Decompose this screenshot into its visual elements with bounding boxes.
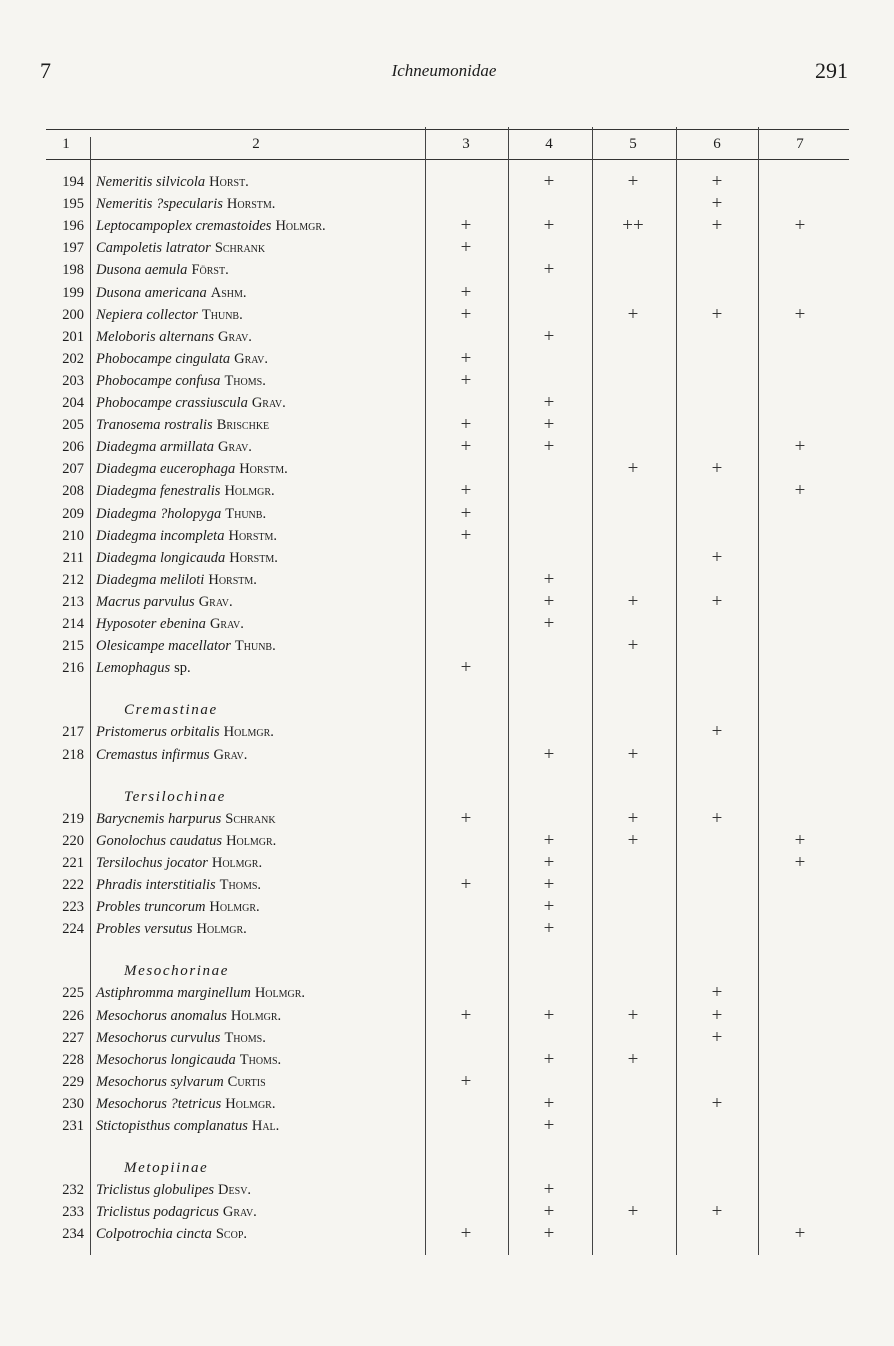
table-row	[46, 370, 849, 392]
species-author: Grav.	[218, 328, 252, 345]
species-binomial: Phradis interstitialis	[96, 877, 216, 893]
species-author: Scop.	[215, 1226, 248, 1243]
species-binomial: Diadegma longicauda	[96, 549, 226, 566]
table-row	[46, 392, 849, 414]
table-row	[46, 282, 849, 304]
species-name	[96, 503, 266, 525]
species-number: 194	[62, 174, 84, 190]
species-author: Horst.	[209, 174, 249, 190]
species-binomial: Astiphromma marginellum	[96, 985, 251, 1002]
table-row	[46, 918, 849, 940]
presence-mark: +	[627, 1201, 639, 1223]
table-row	[46, 1201, 849, 1223]
presence-mark: +	[460, 369, 472, 391]
presence-mark: +	[711, 215, 723, 237]
species-author: Grav.	[234, 350, 269, 367]
presence-mark: +	[711, 1026, 723, 1048]
species-binomial: Diadegma meliloti	[96, 571, 205, 588]
presence-mark: +	[627, 807, 639, 829]
table-row	[46, 436, 849, 458]
presence-mark: +	[460, 237, 472, 259]
species-number: 233	[62, 1204, 84, 1221]
species-name	[96, 259, 229, 281]
species-name	[96, 193, 275, 215]
presence-mark: +	[543, 1004, 555, 1026]
species-binomial: Nemeritis ?specularis	[96, 196, 223, 213]
species-binomial: Tranosema rostralis	[96, 417, 213, 434]
species-binomial: Colpotrochia cincta	[96, 1226, 212, 1243]
species-number: 201	[62, 328, 84, 345]
species-name	[96, 304, 243, 326]
presence-mark: +	[460, 347, 472, 369]
table-row	[46, 657, 849, 679]
presence-mark: +	[794, 851, 806, 873]
species-binomial: Macrus parvulus	[96, 593, 195, 610]
presence-mark: +	[794, 215, 806, 237]
species-binomial: Meloboris alternans	[96, 328, 215, 345]
species-binomial: Gonolochus caudatus	[96, 832, 223, 849]
species-author: Hal.	[251, 1118, 280, 1134]
presence-mark: +	[460, 303, 472, 325]
table-row	[46, 613, 849, 635]
presence-mark: +	[460, 524, 472, 546]
species-author: Holmgr.	[254, 985, 306, 1002]
table-top-rule	[46, 129, 849, 130]
species-author: Holmgr.	[211, 854, 263, 871]
species-number: 203	[62, 372, 84, 389]
species-author: Thoms.	[224, 1029, 266, 1046]
presence-mark: +	[543, 613, 555, 634]
species-number: 204	[62, 395, 84, 411]
presence-mark: +	[794, 436, 806, 458]
presence-mark: +	[543, 1179, 555, 1201]
presence-mark: +	[543, 414, 555, 436]
species-name	[96, 1071, 266, 1093]
presence-mark: +	[627, 635, 639, 657]
species-number: 212	[62, 571, 84, 588]
species-name	[96, 1093, 275, 1115]
species-number: 223	[62, 899, 84, 916]
species-binomial: Diadegma eucerophaga	[96, 461, 236, 478]
presence-mark: +	[460, 502, 472, 524]
presence-mark: +	[794, 303, 806, 325]
presence-mark: +	[460, 215, 472, 237]
table-row	[46, 215, 849, 237]
table-row	[46, 1093, 849, 1115]
species-name	[96, 326, 252, 348]
table-row	[46, 1179, 849, 1201]
table-row	[46, 874, 849, 896]
presence-mark: +	[543, 259, 555, 281]
species-binomial: Mesochorus sylvarum	[96, 1073, 224, 1090]
species-binomial: Triclistus podagricus	[96, 1204, 219, 1221]
species-author: Horstm.	[208, 571, 257, 588]
species-binomial: Phobocampe confusa	[96, 372, 221, 389]
species-author: Holmgr.	[209, 899, 260, 916]
species-name	[96, 547, 278, 569]
column-header: 2	[252, 136, 260, 152]
running-title: Ichneumonidae	[391, 61, 497, 80]
species-number: 196	[62, 218, 84, 235]
presence-mark: +	[627, 1004, 639, 1026]
table-row	[46, 503, 849, 525]
species-name	[96, 480, 275, 502]
page-number: 291	[815, 58, 848, 83]
species-author: Brischke	[216, 417, 270, 434]
table-row	[46, 852, 849, 874]
presence-mark: +	[543, 1223, 555, 1245]
table-row	[46, 480, 849, 502]
species-author: Desv.	[218, 1182, 252, 1199]
species-author: Holmgr.	[225, 1095, 276, 1112]
species-binomial: Campoletis latrator	[96, 240, 211, 257]
presence-mark: +	[460, 436, 472, 458]
species-name	[96, 1027, 266, 1049]
species-number: 209	[62, 505, 84, 522]
species-author: Grav.	[251, 395, 286, 411]
species-number: 220	[62, 832, 84, 849]
species-name	[96, 918, 247, 940]
species-name	[96, 348, 268, 370]
table-row	[46, 896, 849, 918]
presence-mark: +	[543, 392, 555, 413]
species-number: 215	[62, 638, 84, 655]
species-name	[96, 525, 277, 547]
presence-mark: +	[543, 171, 555, 192]
species-author: Thunb.	[234, 638, 276, 655]
table-row	[46, 744, 849, 766]
presence-mark: +	[711, 590, 723, 612]
species-author: Horstm.	[229, 549, 278, 566]
table-row	[46, 635, 849, 657]
presence-mark: +	[543, 436, 555, 458]
species-author: Grav.	[222, 1204, 257, 1221]
presence-mark: +	[543, 325, 555, 347]
species-binomial: Diadegma ?holopyga	[96, 505, 222, 522]
species-name	[96, 414, 269, 436]
species-author: Horstm.	[228, 527, 278, 544]
presence-mark: +	[627, 590, 639, 612]
species-name	[96, 1005, 281, 1027]
species-name	[96, 282, 247, 304]
species-binomial: Phobocampe crassiuscula	[96, 395, 248, 411]
species-name	[96, 874, 261, 896]
table-row	[46, 414, 849, 436]
presence-mark: +	[460, 1004, 472, 1026]
species-name	[96, 458, 288, 480]
table-row	[46, 259, 849, 281]
species-binomial: Barycnemis harpurus	[96, 810, 222, 827]
species-name	[96, 436, 252, 458]
table-row	[46, 830, 849, 852]
species-author: Thunb.	[225, 505, 267, 522]
species-author: Thoms.	[239, 1051, 282, 1068]
species-name	[96, 171, 249, 193]
species-binomial: Diadegma fenestralis	[96, 483, 221, 500]
species-name	[96, 613, 244, 635]
species-binomial: Mesochorus ?tetricus	[96, 1095, 222, 1112]
species-name	[96, 982, 305, 1004]
species-author: Ashm.	[210, 284, 247, 301]
presence-mark: +	[711, 171, 723, 192]
column-header: 3	[462, 136, 470, 152]
presence-mark: +	[711, 1092, 723, 1114]
species-author: Holmgr.	[223, 724, 274, 741]
presence-mark: +	[627, 1048, 639, 1070]
species-binomial: Probles truncorum	[96, 899, 206, 916]
column-header: 7	[796, 136, 804, 152]
species-author: Thoms.	[219, 877, 262, 893]
species-name	[96, 392, 286, 414]
species-binomial: Phobocampe cingulata	[96, 350, 231, 367]
species-number: 231	[62, 1118, 84, 1134]
presence-mark: +	[711, 982, 723, 1004]
table-row	[46, 1223, 849, 1245]
table-row	[46, 569, 849, 591]
presence-mark: +	[543, 590, 555, 612]
species-binomial: Tersilochus jocator	[96, 854, 208, 871]
presence-mark: +	[543, 874, 555, 895]
species-number: 200	[62, 306, 84, 323]
species-number: 195	[62, 196, 84, 213]
species-number: 199	[62, 284, 84, 301]
species-author: Thoms.	[224, 372, 266, 389]
species-author: Thunb.	[201, 306, 243, 323]
presence-mark: +	[543, 1115, 555, 1136]
species-number: 225	[62, 985, 84, 1002]
species-binomial: Dusona americana	[96, 284, 207, 301]
species-number: 202	[62, 350, 84, 367]
table-header-rule	[46, 159, 849, 160]
column-header: 6	[713, 136, 721, 152]
table-row	[46, 525, 849, 547]
species-name	[96, 830, 276, 852]
species-author: Schrank	[225, 810, 276, 827]
species-name	[96, 808, 276, 830]
species-number: 227	[62, 1029, 84, 1046]
species-name	[96, 896, 260, 918]
species-binomial: Cremastus infirmus	[96, 746, 210, 763]
species-name	[96, 744, 247, 766]
species-number: 205	[62, 417, 84, 434]
page-header	[40, 58, 848, 88]
species-number: 211	[62, 549, 84, 566]
presence-mark: +	[543, 215, 555, 237]
species-number: 206	[62, 439, 84, 456]
table-row	[46, 1049, 849, 1071]
presence-mark: +	[711, 721, 723, 743]
presence-mark: +	[460, 1223, 472, 1245]
species-number: 219	[62, 810, 84, 827]
presence-mark: +	[543, 1201, 555, 1223]
species-name	[96, 1179, 251, 1201]
table-row	[46, 304, 849, 326]
species-number: 216	[62, 660, 84, 677]
species-binomial: Olesicampe macellator	[96, 638, 231, 655]
presence-mark: ++	[622, 215, 644, 237]
presence-mark: +	[543, 896, 555, 918]
species-name	[96, 569, 257, 591]
species-number: 217	[62, 724, 84, 741]
table-row	[46, 458, 849, 480]
presence-mark: +	[794, 480, 806, 502]
species-author: Grav.	[218, 439, 252, 456]
species-author: Grav.	[209, 616, 244, 632]
species-author: Holmgr.	[230, 1007, 282, 1024]
column-header: 1	[62, 136, 70, 152]
species-author: Grav.	[213, 746, 248, 763]
presence-mark: +	[627, 458, 639, 480]
species-name	[96, 1201, 257, 1223]
table-row	[46, 1071, 849, 1093]
species-number: 218	[62, 746, 84, 763]
species-author: Horstm.	[239, 461, 288, 478]
chapter-number: 7	[40, 58, 51, 83]
species-binomial: Lemophagus	[96, 660, 171, 677]
species-author: Schrank	[214, 240, 266, 257]
species-table	[46, 127, 849, 1255]
species-author: Horstm.	[226, 196, 276, 213]
species-number: 230	[62, 1095, 84, 1112]
species-author: Grav.	[198, 593, 233, 610]
species-name	[96, 852, 262, 874]
presence-mark: +	[543, 851, 555, 873]
subfamily-heading: Tersilochinae	[124, 788, 226, 805]
subfamily-heading: Mesochorinae	[124, 963, 230, 980]
presence-mark: +	[794, 1223, 806, 1245]
species-binomial: Hyposoter ebenina	[96, 616, 206, 632]
species-author: Curtis	[227, 1073, 266, 1090]
species-name	[96, 721, 274, 743]
species-number: 214	[62, 616, 84, 632]
presence-mark: +	[543, 568, 555, 590]
column-header: 5	[629, 136, 637, 152]
species-number: 226	[62, 1007, 84, 1024]
species-number: 234	[62, 1226, 84, 1243]
presence-mark: +	[711, 193, 723, 215]
species-number: 213	[62, 593, 84, 610]
subfamily-heading: Cremastinae	[124, 702, 218, 719]
species-binomial: Nemeritis silvicola	[96, 174, 206, 190]
table-row	[46, 326, 849, 348]
species-binomial: Triclistus globulipes	[96, 1182, 215, 1199]
table-row	[46, 1027, 849, 1049]
species-number: 228	[62, 1051, 84, 1068]
presence-mark: +	[460, 874, 472, 895]
table-row	[46, 237, 849, 259]
species-author: Holmgr.	[226, 832, 277, 849]
species-binomial: Stictopisthus complanatus	[96, 1118, 248, 1134]
table-row	[46, 1115, 849, 1137]
species-author: Holmgr.	[275, 218, 326, 235]
presence-mark: +	[460, 657, 472, 679]
presence-mark: +	[543, 829, 555, 851]
species-binomial: Pristomerus orbitalis	[96, 724, 220, 741]
table-row	[46, 547, 849, 569]
species-number: 208	[62, 483, 84, 500]
species-number: 210	[62, 527, 84, 544]
presence-mark: +	[460, 414, 472, 436]
species-number: 198	[62, 262, 84, 279]
species-author: sp.	[174, 660, 191, 677]
species-number: 197	[62, 240, 84, 257]
table-row	[46, 1005, 849, 1027]
presence-mark: +	[543, 1048, 555, 1070]
species-binomial: Diadegma incompleta	[96, 527, 225, 544]
species-name	[96, 215, 326, 237]
presence-mark: +	[711, 1201, 723, 1223]
presence-mark: +	[627, 743, 639, 765]
column-header: 4	[545, 136, 553, 152]
presence-mark: +	[711, 458, 723, 480]
species-number: 229	[62, 1073, 84, 1090]
table-row	[46, 591, 849, 613]
presence-mark: +	[794, 829, 806, 851]
table-row	[46, 193, 849, 215]
species-name	[96, 237, 265, 259]
table-row	[46, 171, 849, 193]
presence-mark: +	[711, 1004, 723, 1026]
species-name	[96, 591, 233, 613]
species-author: Först.	[191, 262, 229, 279]
species-name	[96, 657, 191, 679]
presence-mark: +	[543, 1092, 555, 1114]
species-name	[96, 635, 276, 657]
species-binomial: Diadegma armillata	[96, 439, 215, 456]
species-number: 232	[62, 1182, 84, 1199]
presence-mark: +	[543, 918, 555, 940]
species-name	[96, 1223, 247, 1245]
species-binomial: Mesochorus anomalus	[96, 1007, 227, 1024]
table-row	[46, 982, 849, 1004]
presence-mark: +	[460, 807, 472, 829]
table-row	[46, 348, 849, 370]
presence-mark: +	[627, 829, 639, 851]
presence-mark: +	[460, 480, 472, 502]
species-binomial: Nepiera collector	[96, 306, 198, 323]
species-name	[96, 1049, 281, 1071]
presence-mark: +	[460, 1070, 472, 1092]
presence-mark: +	[543, 743, 555, 765]
presence-mark: +	[711, 546, 723, 568]
species-number: 221	[62, 854, 84, 871]
species-name	[96, 1115, 279, 1137]
species-name	[96, 370, 266, 392]
species-number: 207	[62, 461, 84, 478]
subfamily-heading: Metopiinae	[124, 1160, 209, 1177]
species-author: Holmgr.	[224, 483, 275, 500]
table-row	[46, 721, 849, 743]
table-row	[46, 808, 849, 830]
species-binomial: Leptocampoplex cremastoides	[96, 218, 272, 235]
species-number: 222	[62, 877, 84, 893]
presence-mark: +	[460, 281, 472, 303]
species-binomial: Probles versutus	[96, 921, 193, 938]
presence-mark: +	[711, 807, 723, 829]
species-binomial: Mesochorus curvulus	[96, 1029, 221, 1046]
presence-mark: +	[627, 171, 639, 192]
presence-mark: +	[627, 303, 639, 325]
species-binomial: Dusona aemula	[96, 262, 188, 279]
species-binomial: Mesochorus longicauda	[96, 1051, 236, 1068]
species-author: Holmgr.	[196, 921, 247, 938]
presence-mark: +	[711, 303, 723, 325]
species-number: 224	[62, 921, 84, 938]
